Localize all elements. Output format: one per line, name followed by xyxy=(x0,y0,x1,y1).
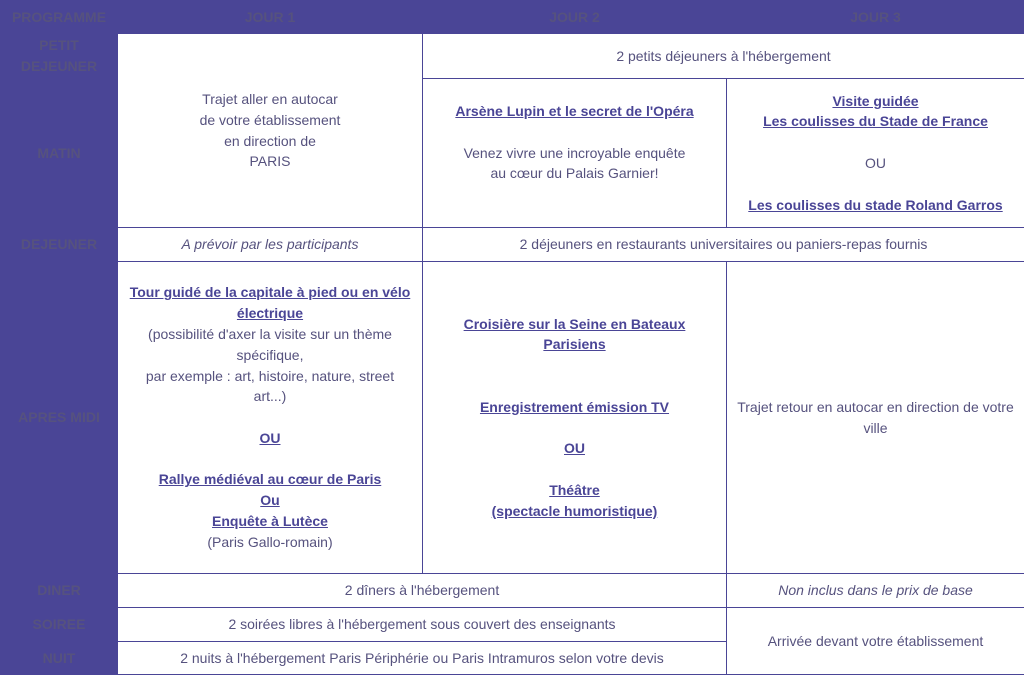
row-label-soiree: SOIREE xyxy=(1,608,118,642)
cell-j3-matin xyxy=(727,79,1024,228)
j2-apm-croisiere: Croisière sur la Seine en Bateaux Parisiens xyxy=(433,314,716,356)
cell-j1-apres-midi xyxy=(118,262,423,574)
row-dejeuner xyxy=(1,228,1024,262)
cell-j2-matin xyxy=(423,79,727,228)
cell-j12-nuit: 2 nuits à l'hébergement Paris Périphérie ou Paris Intramuros selon votre devis xyxy=(118,642,727,675)
j1-matin-line: Trajet aller en autocar xyxy=(128,89,412,110)
j3-matin-ou: OU xyxy=(737,153,1014,174)
cell-j23-dejeuner: 2 déjeuners en restaurants universitaires ou paniers-repas fournis xyxy=(423,228,1024,262)
j1-apm-tour-guide: Tour guidé de la capitale à pied ou en vélo électrique xyxy=(128,282,412,324)
j1-apm-ou: OU xyxy=(128,428,412,449)
j1-apm-rallye: Rallye médiéval au cœur de Paris xyxy=(128,469,412,490)
cell-j1-dejeuner: A prévoir par les participants xyxy=(118,228,423,262)
row-label-petit-dejeuner: PETIT DEJEUNER xyxy=(1,34,118,79)
row-label-dejeuner: DEJEUNER xyxy=(1,228,118,262)
cell-j3-soiree-nuit: Arrivée devant votre établissement xyxy=(727,608,1024,675)
j2-apm-ou: OU xyxy=(433,438,716,459)
header-row xyxy=(1,1,1024,34)
row-apres-midi xyxy=(1,262,1024,574)
row-soiree xyxy=(1,608,1024,642)
j3-matin-title: Visite guidée xyxy=(737,91,1014,112)
j2-apm-tv: Enregistrement émission TV xyxy=(433,397,716,418)
j1-apm-ou2: Ou xyxy=(128,490,412,511)
j1-apm-gallo: (Paris Gallo-romain) xyxy=(128,532,412,553)
cell-j12-soiree: 2 soirées libres à l'hébergement sous couvert des enseignants xyxy=(118,608,727,642)
j1-apm-desc: (possibilité d'axer la visite sur un thème spécifique, xyxy=(128,324,412,366)
j1-matin-line: de votre établissement xyxy=(128,110,412,131)
j1-apm-enquete: Enquête à Lutèce xyxy=(128,511,412,532)
cell-petit-dejeuner-j23: 2 petits déjeuners à l'hébergement xyxy=(423,34,1024,79)
row-label-apres-midi: APRES MIDI xyxy=(1,262,118,574)
j1-apm-desc2: par exemple : art, histoire, nature, street art...) xyxy=(128,366,412,408)
j3-matin-stade-de-france: Les coulisses du Stade de France xyxy=(737,111,1014,132)
j2-apm-theatre2: (spectacle humoristique) xyxy=(433,501,716,522)
row-label-diner: DINER xyxy=(1,574,118,608)
row-label-nuit: NUIT xyxy=(1,642,118,675)
j2-apm-theatre: Théâtre xyxy=(433,480,716,501)
header-jour-2: JOUR 2 xyxy=(423,1,727,34)
j2-matin-title: Arsène Lupin et le secret de l'Opéra xyxy=(433,101,716,122)
cell-j2-apres-midi xyxy=(423,262,727,574)
j1-matin-line: en direction de xyxy=(128,131,412,152)
cell-j12-diner: 2 dîners à l'hébergement xyxy=(118,574,727,608)
cell-j3-diner: Non inclus dans le prix de base xyxy=(727,574,1024,608)
cell-j1-matin xyxy=(118,34,423,228)
header-programme: PROGRAMME xyxy=(1,1,118,34)
j3-matin-roland-garros: Les coulisses du stade Roland Garros xyxy=(737,195,1014,216)
header-jour-1: JOUR 1 xyxy=(118,1,423,34)
row-diner xyxy=(1,574,1024,608)
row-label-matin: MATIN xyxy=(1,79,118,228)
j1-matin-line: PARIS xyxy=(128,151,412,172)
cell-j3-apres-midi: Trajet retour en autocar en direction de votre ville xyxy=(727,262,1024,574)
header-jour-3: JOUR 3 xyxy=(727,1,1024,34)
j2-matin-desc: Venez vivre une incroyable enquête xyxy=(433,143,716,164)
row-petit-dejeuner xyxy=(1,34,1024,79)
j2-matin-desc: au cœur du Palais Garnier! xyxy=(433,163,716,184)
